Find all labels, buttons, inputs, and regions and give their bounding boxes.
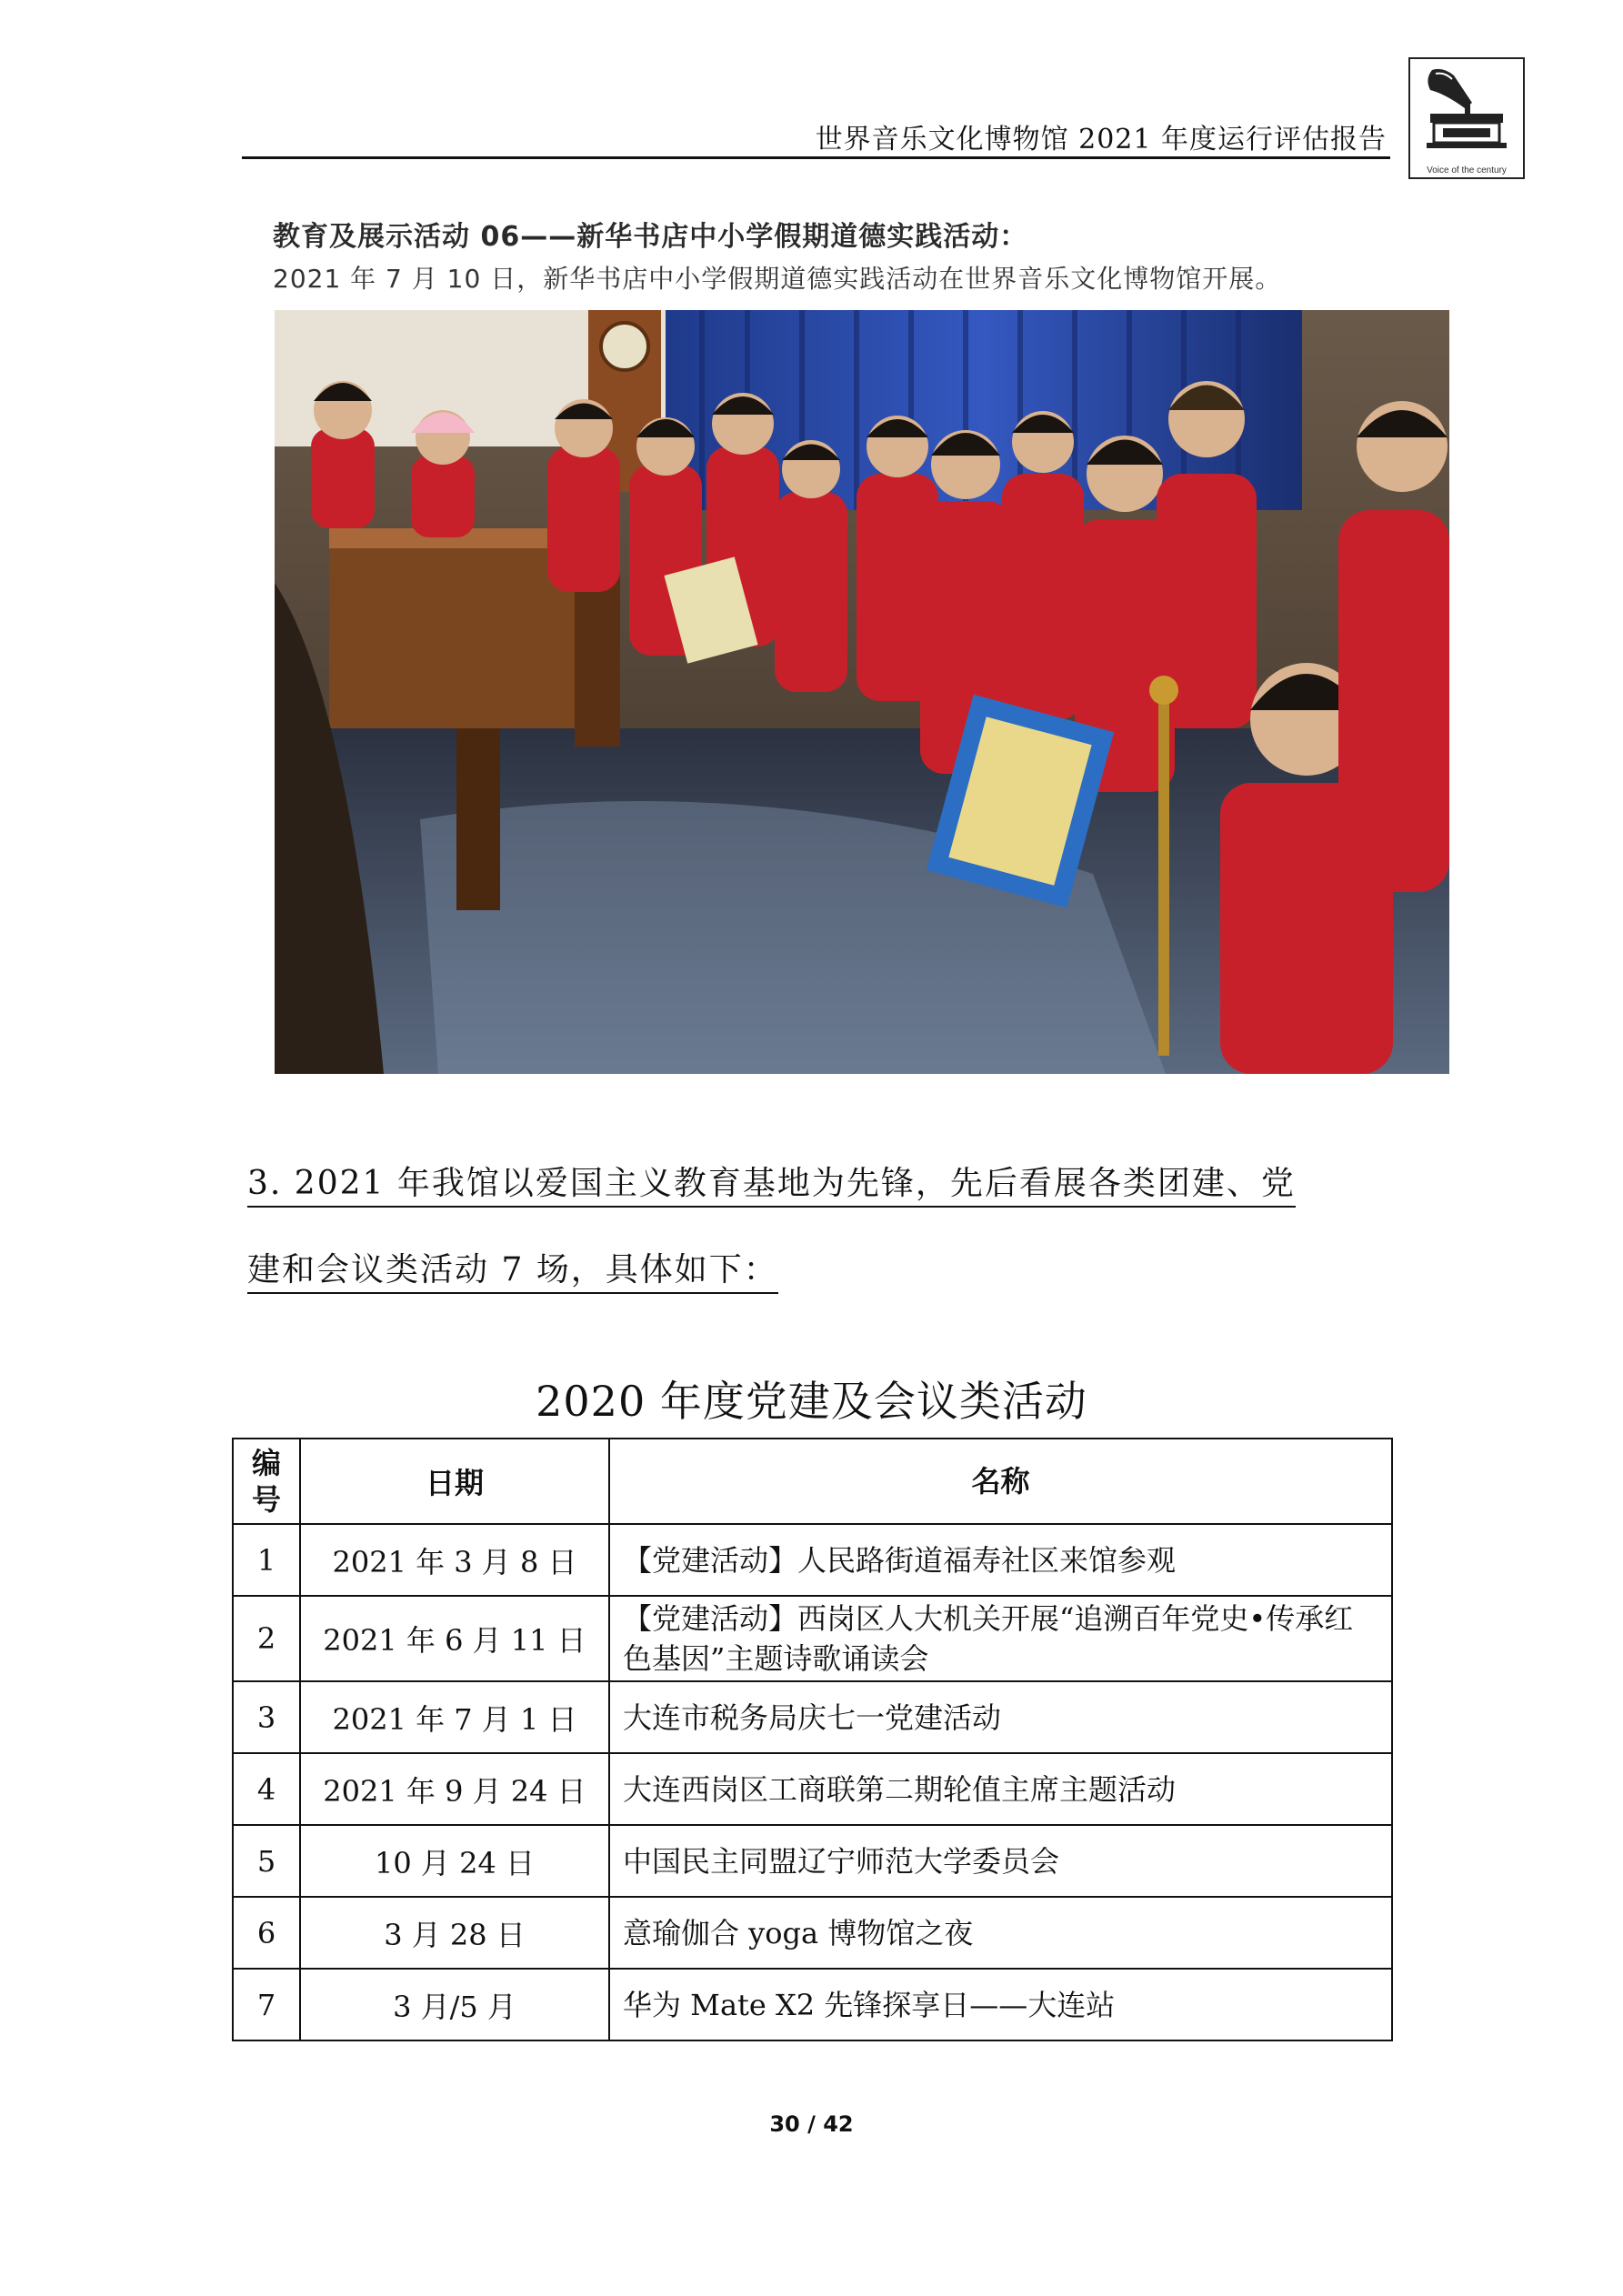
logo-caption: Voice of the century <box>1427 165 1507 175</box>
row-number: 4 <box>233 1753 300 1825</box>
header-date: 日期 <box>300 1439 609 1524</box>
row-name: 【党建活动】西岗区人大机关开展“追溯百年党史•传承红色基因”主题诗歌诵读会 <box>609 1596 1392 1681</box>
row-name: 【党建活动】人民路街道福寿社区来馆参观 <box>609 1524 1392 1596</box>
row-date: 2021 年 3 月 8 日 <box>300 1524 609 1596</box>
table-row <box>233 1897 1392 1969</box>
table-row <box>233 1753 1392 1825</box>
row-number: 3 <box>233 1681 300 1753</box>
activity-description: 2021 年 7 月 10 日，新华书店中小学假期道德实践活动在世界音乐文化博物馆开展。 <box>273 264 1282 294</box>
table-row <box>233 1681 1392 1753</box>
report-title: 世界音乐文化博物馆 2021 年度运行评估报告 <box>815 124 1387 155</box>
intro-line-1: 3. 2021 年我馆以爱国主义教育基地为先锋，先后看展各类团建、党 <box>247 1158 1296 1204</box>
row-number: 2 <box>233 1596 300 1681</box>
museum-logo <box>1408 57 1525 179</box>
row-date: 3 月 28 日 <box>300 1897 609 1969</box>
row-number: 5 <box>233 1825 300 1897</box>
row-date: 2021 年 7 月 1 日 <box>300 1681 609 1753</box>
events-table <box>232 1438 1393 2041</box>
row-name: 大连市税务局庆七一党建活动 <box>609 1681 1392 1753</box>
table-row <box>233 1524 1392 1596</box>
row-name: 大连西岗区工商联第二期轮值主席主题活动 <box>609 1753 1392 1825</box>
row-name: 中国民主同盟辽宁师范大学委员会 <box>609 1825 1392 1897</box>
row-number: 7 <box>233 1969 300 2040</box>
table-title: 2020 年度党建及会议类活动 <box>536 1377 1087 1426</box>
activity-photo <box>275 310 1449 1074</box>
table-header-row <box>233 1439 1392 1524</box>
intro-line-2: 建和会议类活动 7 场，具体如下： <box>247 1244 778 1290</box>
row-date: 2021 年 9 月 24 日 <box>300 1753 609 1825</box>
header-rule <box>242 156 1390 159</box>
page-number: 30 / 42 <box>769 2111 854 2137</box>
table-row <box>233 1969 1392 2040</box>
row-name: 华为 Mate X2 先锋探享日——大连站 <box>609 1969 1392 2040</box>
header-number-label: 编 号 <box>251 1446 281 1517</box>
row-number: 1 <box>233 1524 300 1596</box>
activity-heading: 教育及展示活动 06——新华书店中小学假期道德实践活动： <box>273 221 1028 253</box>
row-date: 3 月/5 月 <box>300 1969 609 2040</box>
header-name: 名称 <box>609 1439 1392 1524</box>
table-row <box>233 1596 1392 1681</box>
gramophone-icon <box>1418 63 1516 150</box>
row-date: 10 月 24 日 <box>300 1825 609 1897</box>
row-name: 意瑜伽合 yoga 博物馆之夜 <box>609 1897 1392 1969</box>
table-row <box>233 1825 1392 1897</box>
row-number: 6 <box>233 1897 300 1969</box>
header-number <box>233 1439 300 1524</box>
row-date: 2021 年 6 月 11 日 <box>300 1596 609 1681</box>
